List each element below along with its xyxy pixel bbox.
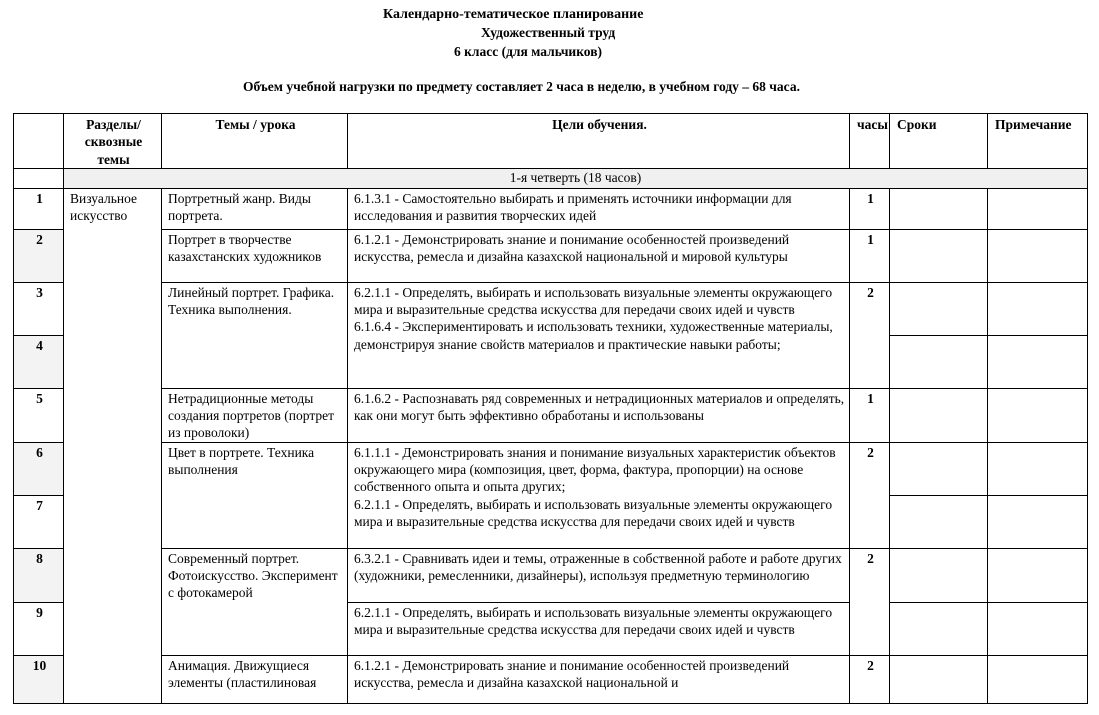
teaching-load-note: Объем учебной нагрузки по предмету составляет 2 часа в неделю, в учебном году – 68 часа. — [243, 79, 800, 94]
notes-cell — [988, 188, 1088, 229]
row-number: 1 — [14, 188, 64, 229]
goal-cell: 6.1.2.1 - Демонстрировать знание и понимание особенностей произведений искусства, ремесла и дизайна казахской национальной и мировой культуры — [348, 229, 850, 282]
hours-cell: 2 — [850, 548, 890, 655]
hours-cell: 1 — [850, 229, 890, 282]
goal-cell: 6.1.6.2 - Распознавать ряд современных и нетрадиционных материалов и определять, как они могут быть эффективно обработаны и использованы — [348, 388, 850, 442]
notes-cell — [988, 388, 1088, 442]
hours-cell: 2 — [850, 282, 890, 388]
col-header-goals: Цели обучения. — [348, 114, 850, 169]
notes-cell — [988, 442, 1088, 495]
notes-cell — [988, 495, 1088, 548]
goal-cell — [348, 282, 850, 388]
dates-cell — [890, 388, 988, 442]
col-header-topics: Темы / урока — [162, 114, 348, 169]
quarter-label: 1-я четверть (18 часов) — [64, 168, 1088, 188]
row-number: 2 — [14, 229, 64, 282]
dates-cell — [890, 495, 988, 548]
table-row — [14, 188, 1088, 229]
notes-cell — [988, 282, 1088, 335]
dates-cell — [890, 548, 988, 602]
row-number: 9 — [14, 602, 64, 655]
goal-text: 6.2.1.1 - Определять, выбирать и использовать визуальные элементы окружающего мира и выразительные средства искусства для передачи своих идей и чувств — [354, 496, 833, 529]
notes-cell — [988, 548, 1088, 602]
notes-cell — [988, 602, 1088, 655]
table-row — [14, 548, 1088, 602]
notes-cell — [988, 335, 1088, 388]
dates-cell — [890, 229, 988, 282]
hours-cell: 1 — [850, 188, 890, 229]
hours-cell: 1 — [850, 388, 890, 442]
topic-cell: Цвет в портрете. Техника выполнения — [162, 442, 348, 548]
dates-cell — [890, 335, 988, 388]
goal-cell: 6.1.3.1 - Самостоятельно выбирать и применять источники информации для исследования и развития творческих идей — [348, 188, 850, 229]
col-header-sections: Разделы/ сквозные темы — [64, 114, 162, 169]
notes-cell — [988, 655, 1088, 703]
hours-cell: 2 — [850, 442, 890, 548]
goal-text: 6.1.1.1 - Демонстрировать знания и понимание визуальных характеристик объектов окружающего мира (композиция, цвет, форма, фактура, пропорции) на основе собственного опыта и опыта других; — [354, 444, 836, 495]
row-number: 5 — [14, 388, 64, 442]
goal-cell: 6.1.2.1 - Демонстрировать знание и понимание особенностей произведений искусства, ремесла и дизайна казахской национальной и — [348, 655, 850, 703]
row-number: 4 — [14, 335, 64, 388]
topic-cell: Нетрадиционные методы создания портретов (портрет из проволоки) — [162, 388, 348, 442]
row-number: 8 — [14, 548, 64, 602]
goal-text: 6.2.1.1 - Определять, выбирать и использовать визуальные элементы окружающего мира и выразительные средства искусства для передачи своих идей и чувств — [354, 284, 833, 318]
dates-cell — [890, 602, 988, 655]
topic-cell: Портретный жанр. Виды портрета. — [162, 188, 348, 229]
goal-cell: 6.3.2.1 - Сравнивать идеи и темы, отраженные в собственной работе и работе других (художники, ремесленники, дизайнеры), используя предметную терминологию — [348, 548, 850, 602]
dates-cell — [890, 655, 988, 703]
grade-title: 6 класс (для мальчиков) — [454, 44, 603, 59]
topic-cell: Современный портрет. Фотоискусство. Эксперимент с фотокамерой — [162, 548, 348, 655]
dates-cell — [890, 442, 988, 495]
table-row — [14, 655, 1088, 703]
col-header-num — [14, 114, 64, 169]
col-header-dates: Сроки — [890, 114, 988, 169]
dates-cell — [890, 188, 988, 229]
planning-table — [13, 113, 1088, 704]
table-row — [14, 282, 1088, 335]
table-row — [14, 388, 1088, 442]
section-cell: Визуальное искусство — [64, 188, 162, 703]
subject-title: Художественный труд — [481, 25, 616, 40]
row-number: 6 — [14, 442, 64, 495]
goal-cell: 6.2.1.1 - Определять, выбирать и использовать визуальные элементы окружающего мира и выразительные средства искусства для передачи своих идей и чувств — [348, 602, 850, 655]
notes-cell — [988, 229, 1088, 282]
row-number: 7 — [14, 495, 64, 548]
topic-cell: Анимация. Движущиеся элементы (пластилиновая — [162, 655, 348, 703]
table-row — [14, 229, 1088, 282]
hours-cell: 2 — [850, 655, 890, 703]
row-number: 10 — [14, 655, 64, 703]
topic-cell: Портрет в творчестве казахстанских художников — [162, 229, 348, 282]
quarter-row — [14, 168, 1088, 188]
table-header-row — [14, 114, 1088, 169]
topic-cell: Линейный портрет. Графика. Техника выполнения. — [162, 282, 348, 388]
col-header-notes: Примечание — [988, 114, 1088, 169]
goal-text: 6.1.6.4 - Экспериментировать и использовать техники, художественные материалы, демонстрируя знание свойств материалов и практические навыки работы; — [354, 319, 833, 352]
dates-cell — [890, 282, 988, 335]
col-header-hours: часы — [850, 114, 890, 169]
document-title: Календарно-тематическое планирование — [383, 7, 644, 22]
goal-cell — [348, 442, 850, 548]
table-row — [14, 442, 1088, 495]
row-number: 3 — [14, 282, 64, 335]
